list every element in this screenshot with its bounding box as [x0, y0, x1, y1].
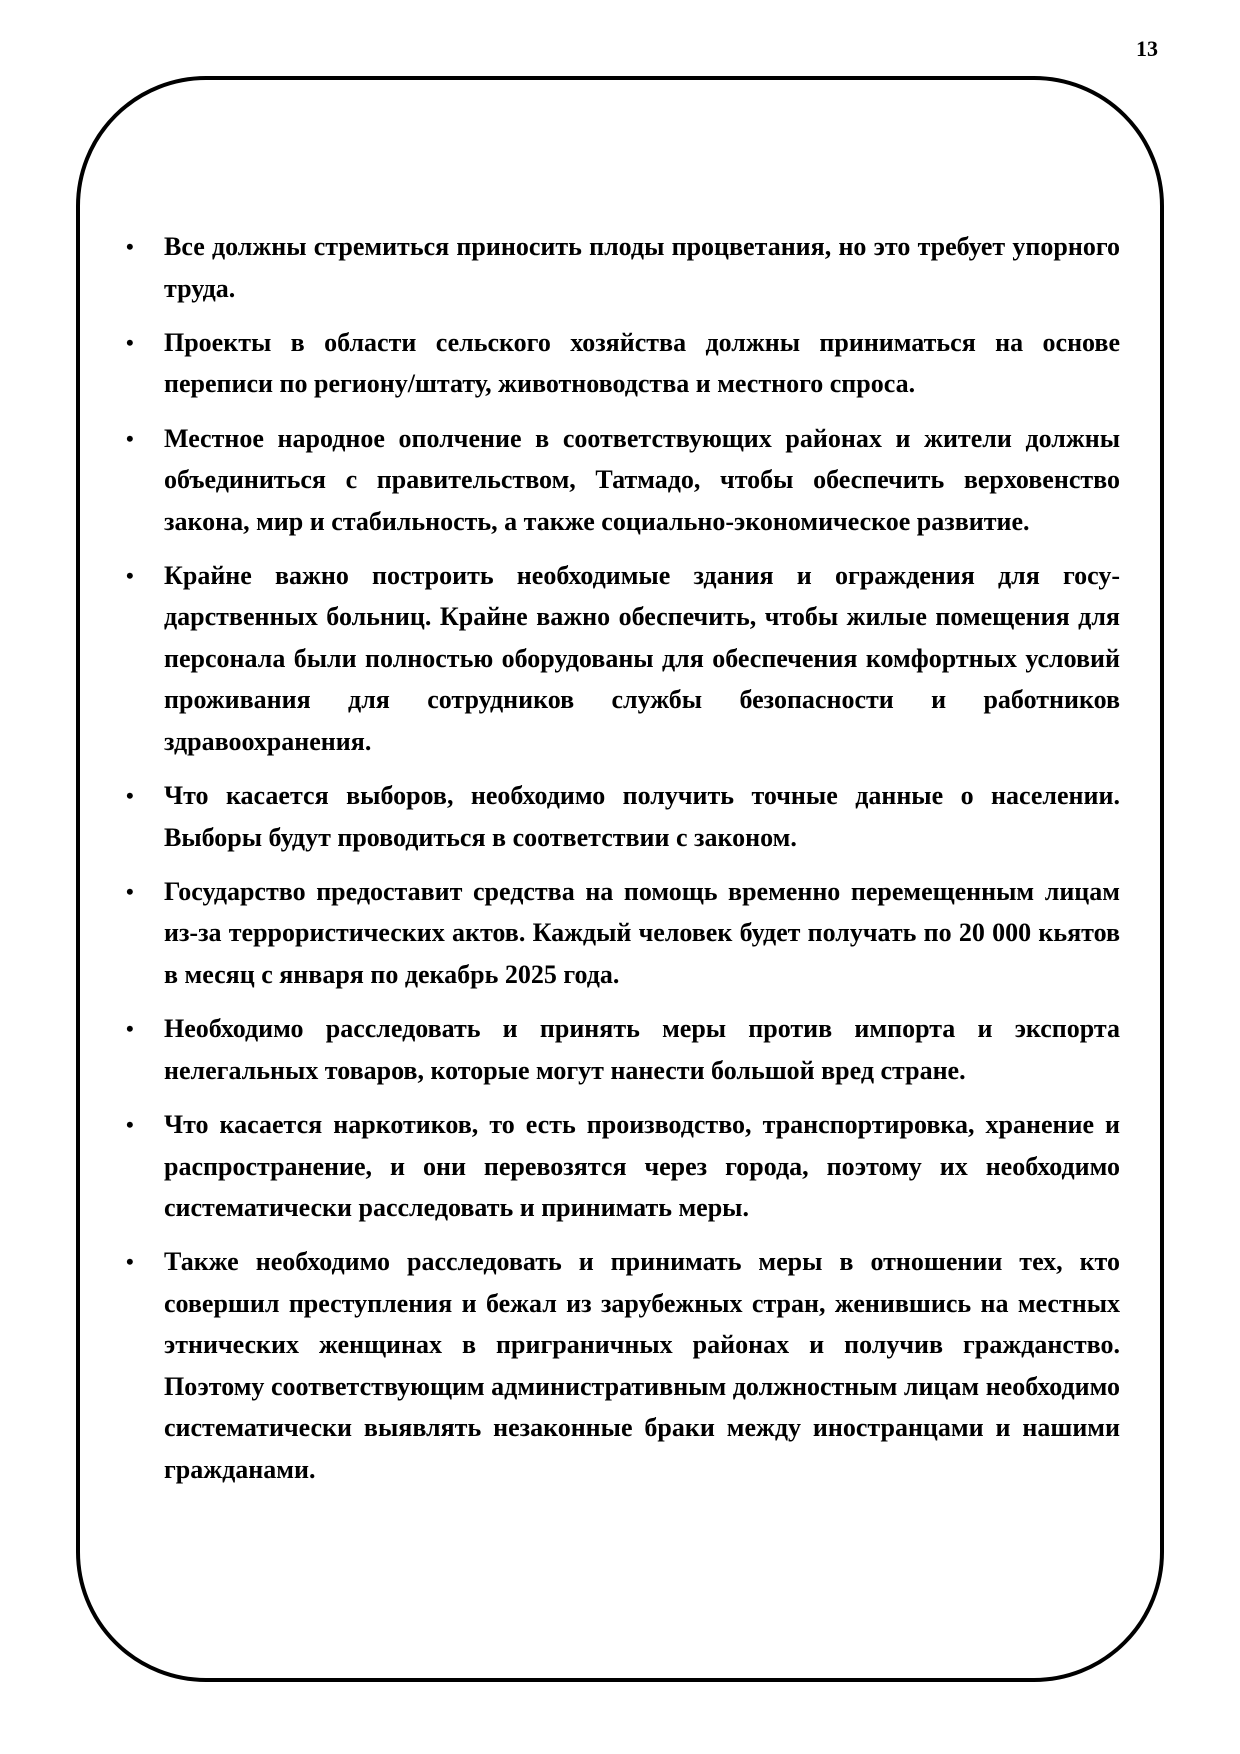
bullet-icon: •: [126, 1249, 134, 1275]
list-item: [120, 775, 1120, 858]
list-item-text: Крайне важно построить необходимые здания и ограждения для государственных больниц. Крайне важно обеспечить, чтобы жилые помещения для персонала были полностью оборудованы для обеспечения комфортных условий проживания для сотрудников службы безопасности и работников здравоохранения.: [164, 560, 1120, 756]
bullet-icon: •: [126, 562, 134, 588]
list-item: [120, 226, 1120, 309]
bullet-icon: •: [126, 783, 134, 809]
bullet-icon: •: [126, 425, 134, 451]
bullet-icon: •: [126, 1016, 134, 1042]
list-item-text: Государство предоставит средства на помощь временно перемещенным лицам из-за террористических актов. Каждый человек будет получать по 20 000 кьятов в месяц с января по декабрь 2025 года.: [164, 876, 1120, 989]
list-item: [120, 1104, 1120, 1229]
bullet-icon: •: [126, 329, 134, 355]
list-item-text: Также необходимо расследовать и принимать меры в отношении тех, кто совершил преступления и бежал из зарубежных стран, женившись на местных этнических женщинах в приграничных районах и получив гражданство. Поэтому соответствующим административным должностным лицам необходимо систематически выявлять незаконные браки между иностранцами и нашими гражданами.: [164, 1247, 1120, 1484]
list-item: [120, 1241, 1120, 1490]
list-item-text: Необходимо расследовать и принять меры против импорта и экспорта нелегальных товаров, которые могут нанести большой вред стране.: [164, 1014, 1120, 1085]
list-item-text: Что касается наркотиков, то есть производство, транспортировка, хранение и распространение, и они перевозятся через города, поэтому их необходимо систематически расследовать и принимать меры.: [164, 1110, 1120, 1223]
page-number: 13: [1136, 36, 1158, 61]
list-item: [120, 1008, 1120, 1091]
list-item: [120, 418, 1120, 543]
list-item: [120, 322, 1120, 405]
list-item-text: Местное народное ополчение в соответствующих районах и жители должны объединиться с правительством, Татмадо, чтобы обеспечить верховенство закона, мир и стабильность, а также социально-экономическое развитие.: [164, 423, 1120, 536]
list-item: [120, 555, 1120, 763]
list-item-text: Что касается выборов, необходимо получить точные данные о населении. Выборы будут проводиться в соответствии с законом.: [164, 781, 1120, 852]
bullet-icon: •: [126, 234, 134, 259]
bullet-list: [120, 226, 1120, 1503]
bullet-icon: •: [126, 1112, 134, 1138]
list-item-text: Все должны стремиться приносить плоды процветания, но это требует упорного труда.: [164, 232, 1120, 303]
list-item: [120, 871, 1120, 996]
bullet-icon: •: [126, 878, 134, 904]
list-item-text: Проекты в области сельского хозяйства должны приниматься на основе переписи по региону/штату, животноводства и местного спроса.: [164, 327, 1120, 399]
